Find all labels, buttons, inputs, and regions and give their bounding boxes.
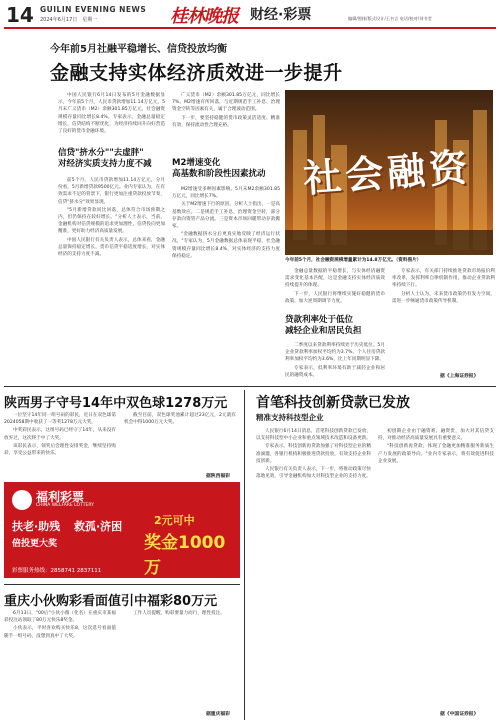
paragraph: 截至目前，双色球奖池累计超过23亿元，2元就有机会中得1000万元大奖。 — [124, 413, 236, 426]
paragraph: 下一步，人民银行将继续实施好稳健的货币政策，加大逆周期调节力度。 — [285, 291, 385, 304]
top-col2 — [172, 92, 280, 130]
lottery-amount: 奖金1000万 — [144, 533, 226, 578]
lottery-phone: 彩票服务热线：2858741 2837111 — [12, 568, 102, 574]
issue-date: 2024年6月17日 星期一 — [40, 17, 98, 23]
edition-name: GUILIN EVENING NEWS — [40, 5, 147, 14]
top-col1-subhead: 信贷"挤水分""去虚胖" 对经济实质支持力度不减 — [58, 148, 152, 169]
paragraph: 专家表示，低利率环境有助于减轻企业和居民的融资成本。 — [285, 365, 385, 378]
left-story1-col1 — [4, 412, 116, 480]
lottery-slogan1: 扶老·助残 — [12, 520, 61, 533]
paragraph: 工作人员提醒，购彩要量力而行，理性投注。 — [133, 611, 225, 616]
top-headline: 金融支持实体经济质效进一步提升 — [50, 62, 343, 84]
right-story-col1 — [256, 428, 371, 718]
paragraph: 专家表示，科技创新再贷款加强了对科技型企业的精准滴灌，各银行机构积极推进贷款投放，有效支持企业科技创新。 — [256, 444, 371, 464]
right-story-subhead: 精准支持科技型企业 — [256, 413, 324, 422]
lottery-logo-icon — [12, 490, 32, 510]
lottery-ad — [4, 482, 240, 578]
paragraph: 金融总量数据的平稳增长，与实体经济融资需求变化基本匹配，这是金融支持实体经济质效持续提升的体现。 — [285, 269, 385, 289]
paragraph: 关于M2增速下行的原因，分析人士指出，一是高基数效应。二是规范手工补息，治理资金空转，部分存款向资管产品分流。三是资本市场回暖带动存款搬家。 — [172, 202, 280, 230]
right-story-col2 — [378, 428, 494, 708]
editor-line: 编辑/照排/版式设计/王书言 电话/校对/刘书莹 — [348, 16, 432, 21]
top-source: 据《上海证券报》 — [440, 374, 479, 379]
top-col4 — [392, 268, 495, 368]
left-story1-source: 据陕西福彩 — [206, 474, 230, 479]
top-photo — [285, 90, 493, 255]
masthead-logo: 桂林晚报 — [170, 6, 238, 27]
page-header — [0, 0, 500, 28]
paragraph: 前5个月，人民币贷款增加11.14万亿元，分月份看，5月新增贷款9500亿元。业内专家认为，在有效需求不足的背景下，银行更加注重贷款投放节奏，信贷"挤水分"效果显现。 — [58, 178, 165, 205]
section-name: 财经·彩票 — [250, 7, 312, 23]
top-col2-subhead: M2增速变化 高基数和阶段性因素扰动 — [172, 158, 266, 179]
paragraph: "5月新增贷款同比回落，总体符合市场预期之内，但仍保持在较好增长。"分析人士表示，当前，金融机构对信贷规模的追求更加理性，信贷投向更加精准，更好助力经济高质量发展。 — [58, 207, 165, 235]
top-col2b — [172, 186, 280, 376]
paragraph: 小伙表示，平时喜欢购买快乐8，这次选号看面值随手一组号码，没想到真中了大奖。 — [4, 626, 116, 639]
photo-overlay-text: 社会融资 — [301, 145, 473, 201]
left-story1-col2 — [124, 412, 236, 470]
paragraph: M2增速受多种因素影响。5月末M2余额301.85万亿元，同比增长7%。 — [172, 187, 280, 200]
paragraph: 下一步，要坚持稳健的货币政策灵活适度、精准有效，保持流动性合理充裕。 — [172, 115, 280, 128]
lottery-logo: 福利彩票 — [36, 490, 85, 504]
right-story-source: 据《中国证券报》 — [440, 712, 479, 717]
paragraph: 初创期企业由于融资难、融资贵，加大对其信贷支持，对推动经济高质量发展具有重要意义。 — [378, 429, 494, 442]
lottery-en: CHINA WELFARE LOTTERY — [36, 503, 94, 508]
paragraph: 分析人士认为，未来货币政策仍有发力空间，需进一步畅通货币政策传导机制。 — [392, 291, 495, 304]
left-story2-col1 — [4, 610, 116, 720]
paragraph: 6月13日，"00后"小伙小薇（化名）在重庆市某福彩投注站领取了80万元快乐8奖金。 — [4, 611, 116, 624]
left-story2-source: 据重庆福彩 — [206, 712, 230, 717]
paragraph: 二季度以来贷款利率持续处于历史低位。5月企业贷款利率加权平均约为3.7%，个人住房贷款利率加权平均约为3.6%，比上年同期明显下降。 — [285, 343, 385, 363]
paragraph: 人民银行6月14日消息，首笔科技创新贷款已发放，以支持科技型中小企业和重点领域技术改造和设备更新。 — [256, 429, 371, 442]
lottery-prize: 2元可中 — [154, 514, 195, 527]
lottery-big: 倍投更大奖 — [12, 539, 58, 549]
paragraph: 一位坚守14年同一组号码的彩民，近日在双色球第2024058期中收获了一等奖1278万元大奖。 — [4, 413, 116, 426]
top-col1b — [58, 177, 165, 377]
photo-caption: 今年前5个月，社会融资规模增量累计为14.8万亿元。（资料图片） — [285, 258, 422, 263]
lottery-slogan2: 救孤·济困 — [74, 520, 123, 533]
top-col1 — [58, 92, 165, 136]
paragraph: 中国人民银行6月14日发布的5月金融数据显示，今年前5个月，人民币贷款增加11.14万亿元，5月末广义货币（M2）余额301.85万亿元，社会融资规模存量同比增长8.4%。专家表示，金融总量稳定增长，信贷结构不断优化，为经济持续回升向好营造了良好的货币金融环境。 — [58, 93, 165, 135]
top-col3 — [285, 268, 385, 306]
left-story1-headline: 陕西男子守号14年中双色球1278万元 — [4, 396, 228, 411]
paragraph: "金融数据挤水分后更真实地反映了经济运行状况。"专家认为，5月金融数据总体表现平稳，社会融资规模存量同比增长8.4%，对实体经济的支持力度保持稳定。 — [172, 232, 280, 259]
left-story2-col2 — [124, 610, 236, 710]
top-col3-subhead: 贷款利率处于低位 减轻企业和居民负担 — [285, 315, 362, 336]
paragraph: 该彩民表示，领奖后会理性安排奖金，继续坚持购彩，享受公益带来的快乐。 — [4, 443, 116, 457]
paragraph: "科技创新再贷款，体现了金融更加精准服务新质生产力发展的政策导向。"业内专家表示，将有效促进科技企业发展。 — [378, 444, 494, 464]
paragraph: 中奖彩民表示，这组号码已经守了14年，从来没有放弃过，这次终于中了大奖。 — [4, 428, 116, 441]
top-col3b — [285, 342, 385, 382]
page-number: 14 — [6, 3, 34, 27]
right-story-headline: 首笔科技创新贷款已发放 — [256, 395, 410, 411]
top-kicker: 今年前5月社融平稳增长、信贷投放均衡 — [50, 44, 227, 55]
paragraph: 人民银行有关负责人表示，下一步，将推动政策尽快落地见效，引导金融机构加大对科技型企业的支持力度。 — [256, 467, 371, 480]
paragraph: 专家表示，有关部门持续推进贷款市场报价利率改革，发挥利率自律机制作用，推动企业贷款利率持续下行。 — [392, 269, 495, 289]
paragraph: 中国人民银行有关负责人表示，总体来看，金融总量保持稳定增长，货币信贷平稳适度增长，对实体经济的支持力度不减。 — [58, 237, 165, 258]
paragraph: 广义货币（M2）余额301.85万亿元，同比增长7%。M2增速有所回落，与近期规范手工补息、治理资金空转等因素有关，属于合理波动范围。 — [172, 93, 280, 113]
left-story2-headline: 重庆小伙购彩看面值引中福彩80万元 — [4, 594, 218, 609]
